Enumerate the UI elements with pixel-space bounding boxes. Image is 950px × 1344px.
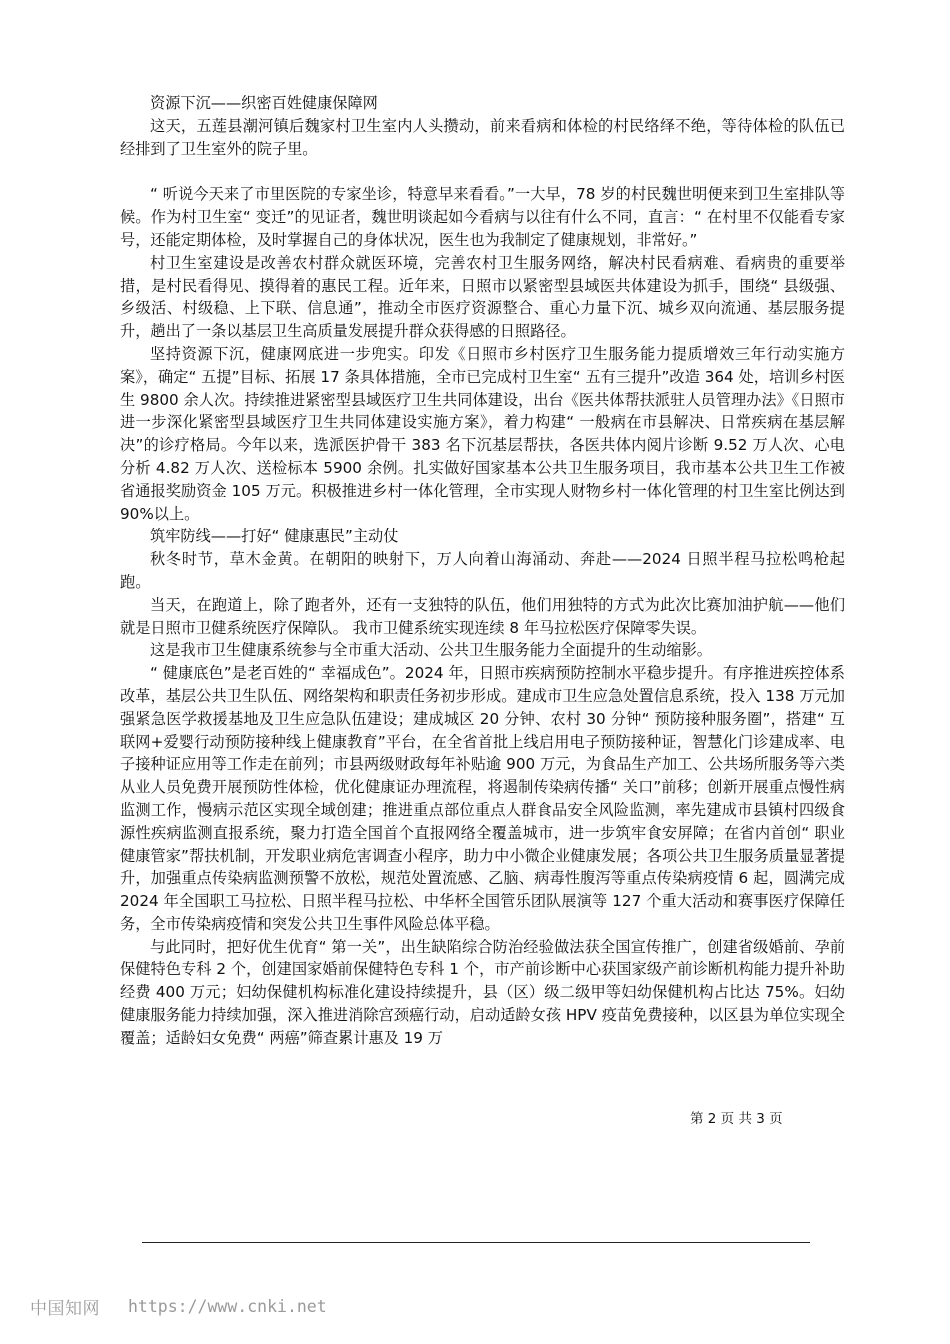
paragraph: 与此同时，把好优生优育“ 第一关”，出生缺陷综合防治经验做法获全国宣传推广，创建省级婚前、孕前保健特色专科 2 个，创建国家婚前保健特色专科 1 个，市产前诊断中心获国家级产前诊断机构能力提升补助经费 400 万元；妇幼保健机构标准化建设持续提升，县（区）级二级甲等妇幼保健机构占比达 75%。妇幼健康服务能力持续加强，深入推进消除宫颈癌行动，启动适龄女孩 HPV 疫苗免费接种，以区县为单位实现全覆盖；适龄妇女免费“ 两癌”筛查累计惠及 19 万 — [120, 937, 845, 1047]
paragraph: 当天，在跑道上，除了跑者外，还有一支独特的队伍，他们用独特的方式为此次比赛加油护航——他们就是日照市卫健系统医疗保障队。 我市卫健系统实现连续 8 年马拉松医疗保障零失误。 — [120, 595, 845, 637]
section-heading: 筑牢防线——打好“ 健康惠民”主动仗 — [150, 527, 399, 546]
article-body — [120, 92, 845, 1050]
footer-divider — [142, 1242, 810, 1243]
watermark-url: https://www.cnki.net — [128, 1296, 327, 1316]
paragraph: “ 听说今天来了市里医院的专家坐诊，特意早来看看。”一大早，78 岁的村民魏世明便来到卫生室排队等候。作为村卫生室“ 变迁”的见证者，魏世明谈起如今看病与以往有什么不同，直言：“ 在村里不仅能看专家号，还能定期体检，及时掌握自己的身体状况，医生也为我制定了健康规划，非常好。” — [120, 185, 845, 249]
paragraph: 这天，五莲县潮河镇后魏家村卫生室内人头攒动，前来看病和体检的村民络绎不绝，等待体检的队伍已经排到了卫生室外的院子里。 — [120, 116, 845, 158]
paragraph: 秋冬时节，草木金黄。在朝阳的映射下，万人向着山海涌动、奔赴——2024 日照半程马拉松鸣枪起跑。 — [120, 550, 845, 591]
paragraph: 这是我市卫生健康系统参与全市重大活动、公共卫生服务能力全面提升的生动缩影。 — [150, 641, 712, 660]
watermark-brand: 中国知网 — [30, 1298, 100, 1319]
section-heading: 资源下沉——织密百姓健康保障网 — [150, 94, 378, 112]
paragraph: 村卫生室建设是改善农村群众就医环境，完善农村卫生服务网络，解决村民看病难、看病贵的重要举措，是村民看得见、摸得着的惠民工程。近年来，日照市以紧密型县域医共体建设为抓手，围绕“ 县级强、乡级活、村级稳、上下联、信息通”，推动全市医疗资源整合、重心力量下沉、城乡双向流通、基层服务提升，趟出了一条以基层卫生高质量发展提升群众获得感的日照路径。 — [120, 253, 845, 341]
paragraph: 坚持资源下沉，健康网底进一步兜实。印发《日照市乡村医疗卫生服务能力提质增效三年行动实施方案》，确定“ 五提”目标、拓展 17 条具体措施，全市已完成村卫生室“ 五有三提升”改造 364 处，培训乡村医生 9800 余人次。持续推进紧密型县域医疗卫生共同体建设，出台《医共体帮扶派驻人员管理办法》《日照市进一步深化紧密型县域医疗卫生共同体建设实施方案》，着力构建“ 一般病在市县解决、日常疾病在基层解决”的诊疗格局。今年以来，选派医护骨干 383 名下沉基层帮扶，各医共体内阅片诊断 9.52 万人次、心电分析 4.82 万人次、送检标本 5900 余例。扎实做好国家基本公共卫生服务项目，我市基本公共卫生工作被省通报奖励资金 105 万元。积极推进乡村一体化管理，全市实现人财物乡村一体化管理的村卫生室比例达到 90%以上。 — [120, 344, 845, 523]
paragraph: “ 健康底色”是老百姓的“ 幸福成色”。2024 年，日照市疾病预防控制水平稳步提升。有序推进疾控体系改革，基层公共卫生队伍、网络架构和职责任务初步形成。建成市卫生应急处置信息系统，投入 138 万元加强紧急医学救援基地及卫生应急队伍建设；建成城区 20 分钟、农村 30 分钟“ 预防接种服务圈”，搭建“ 互联网+爱婴行动预防接种线上健康教育”平台，在全省首批上线启用电子预防接种证，智慧化门诊建成率、电子接种证应用等工作走在前列；市县两级财政每年补贴逾 900 万元，为食品生产加工、公共场所服务等六类从业人员免费开展预防性体检，优化健康证办理流程，将遏制传染病传播“ 关口”前移；创新开展重点慢性病监测工作，慢病示范区实现全域创建；推进重点部位重点人群食品安全风险监测，率先建成市县镇村四级食源性疾病监测直报系统，聚力打造全国首个直报网络全覆盖城市，进一步筑牢食安屏障；在省内首创“ 职业健康管家”帮扶机制，开发职业病危害调查小程序，助力中小微企业健康发展；各项公共卫生服务质量显著提升，加强重点传染病监测预警不放松，规范处置流感、乙脑、病毒性腹泻等重点传染病疫情 6 起，圆满完成 2024 年全国职工马拉松、日照半程马拉松、中华杯全国管乐团队展演等 127 个重大活动和赛事医疗保障任务，全市传染病疫情和突发公共卫生事件风险总体平稳。 — [120, 664, 845, 933]
page-number: 第 2 页 共 3 页 — [690, 1111, 783, 1127]
cnki-watermark — [30, 1292, 327, 1320]
